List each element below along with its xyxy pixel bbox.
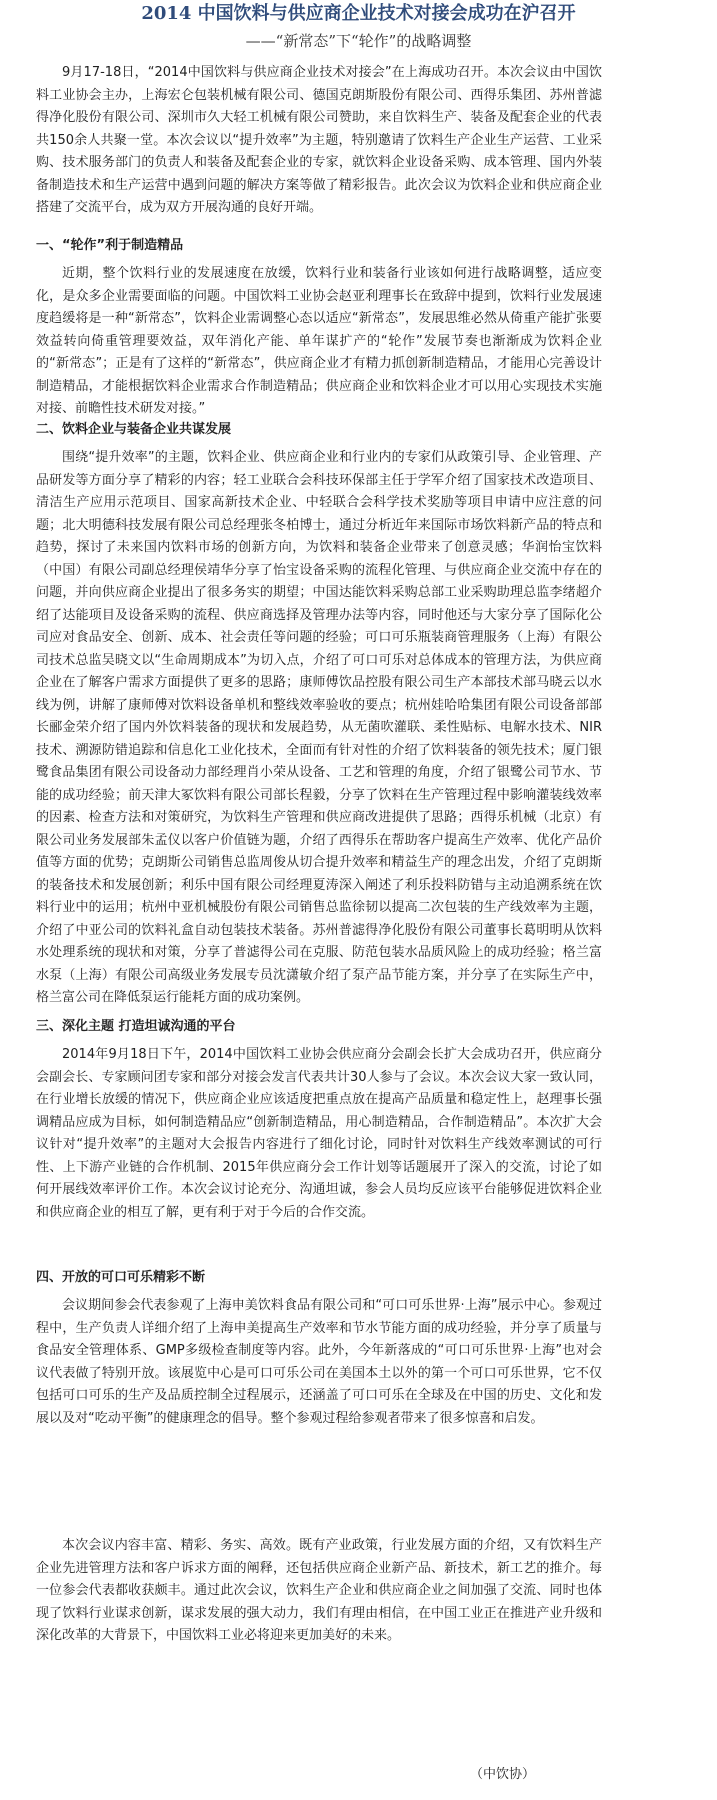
section-heading-3: 三、深化主题 打造坦诚沟通的平台: [36, 1019, 236, 1034]
article-subtitle: ——“新常态”下“轮作”的战略调整: [245, 32, 472, 50]
section-2-paragraph: 围绕“提升效率”的主题，饮料企业、供应商企业和行业内的专家们从政策引导、企业管理、产品研发等方面分享了精彩的内容；轻工业联合会科技环保部主任于学军介绍了国家技术改造项目、清洁生产应用示范项目、国家高新技术企业、中轻联合会科学技术奖励等项目申请中应注意的问题；北大明德科技发展有限公司总经理张冬柏博士，通过分析近年来国际市场饮料新产品的特点和趋势，探讨了未来国内饮料市场的创新方向，为饮料和装备企业带来了创意灵感；华润怡宝饮料（中国）有限公司副总经理侯靖华分享了怡宝设备采购的流程化管理、与供应商企业交流中存在的问题，并向供应商企业提出了很多务实的期望；中国达能饮料采购总部工业采购助理总监李绪超介绍了达能项目及设备采购的流程、供应商选择及管理办法等内容，同时他还与大家分享了国际化公司应对食品安全、创新、成本、社会责任等问题的经验；可口可乐瓶装商管理服务（上海）有限公司技术总监吴晓文以“生命周期成本”为切入点，介绍了可口可乐对总体成本的管理方法，为供应商企业在了解客户需求方面提供了更多的思路；康师傅饮品控股有限公司生产本部技术部马晓云以水线为例，讲解了康师傅对饮料设备单机和整线效率验收的要点；杭州娃哈哈集团有限公司设备部部长郦金荣介绍了国内外饮料装备的现状和发展趋势，从无菌吹灌联、柔性贴标、电解水技术、NIR技术、溯源防错追踪和信息化工业化技术，全面而有针对性的介绍了饮料装备的领先技术；厦门银鹭食品集团有限公司设备动力部经理肖小荣从设备、工艺和管理的角度，介绍了银鹭公司节水、节能的成功经验；前天津大冢饮料有限公司部长程毅，分享了饮料在生产管理过程中影响灌装线效率的因素、检查方法和对策研究，为饮料生产管理和供应商改进提供了思路；西得乐机械（北京）有限公司业务发展部朱孟仪以客户价值链为题，介绍了西得乐在帮助客户提高生产效率、优化产品价值等方面的优势；克朗斯公司销售总监周俊从切合提升效率和精益生产的理念出发，介绍了克朗斯的装备技术和发展创新；利乐中国有限公司经理夏涛深入阐述了利乐投料防错与主动追溯系统在饮料行业中的运用；杭州中亚机械股份有限公司销售总监徐韧以提高二次包装的生产线效率为主题，介绍了中亚公司的饮料礼盒自动包装技术装备。苏州普滤得净化股份有限公司董事长葛明明从饮料水处理系统的现状和对策，分享了普滤得公司在克服、防范包装水品质风险上的成功经验；格兰富水泵（上海）有限公司高级业务发展专员沈潇敏介绍了泵产品节能方案，并分享了在实际生产中，格兰富公司在降低泵运行能耗方面的成功案例。: [36, 450, 602, 1005]
intro-block: [36, 62, 602, 220]
section-1-body: [36, 263, 602, 421]
section-heading-4: 四、开放的可口可乐精彩不断: [36, 1270, 206, 1285]
section-1-paragraph: 近期，整个饮料行业的发展速度在放缓，饮料行业和装备行业该如何进行战略调整，适应变化，是众多企业需要面临的问题。中国饮料工业协会赵亚利理事长在致辞中提到，饮料行业发展速度趋缓将是一种“新常态”，饮料企业需调整心态以适应“新常态”，发展思维必然从倚重产能扩张要效益转向倚重管理要效益，双年消化产能、单年谋扩产的“轮作”发展节奏也渐渐成为饮料企业的“新常态”；正是有了这样的“新常态”，供应商企业才有精力抓创新制造精品，才能用心完善设计制造精品，才能根据饮料企业需求合作制造精品；供应商企业和饮料企业才可以用心实现技术实施对接、前瞻性技术研发对接。”: [36, 266, 602, 416]
section-4-paragraph-1: 会议期间参会代表参观了上海申美饮料食品有限公司和“可口可乐世界·上海”展示中心。参观过程中，生产负责人详细介绍了上海申美提高生产效率和节水节能方面的成功经验，并分享了质量与食品安全管理体系、GMP多级检查制度等内容。此外，今年新落成的“可口可乐世界·上海”也对会议代表做了特别开放。该展览中心是可口可乐公司在美国本土以外的第一个可口可乐世界，它不仅包括可口可乐的生产及品质控制全过程展示，还涵盖了可口可乐在全球及在中国的历史、文化和发展以及对“吃动平衡”的健康理念的倡导。整个参观过程给参观者带来了很多惊喜和启发。: [36, 1298, 602, 1426]
signature: （中饮协）: [470, 1767, 536, 1782]
section-4-body: [36, 1295, 602, 1430]
section-2-body: [36, 447, 602, 1010]
article-title: 2014 中国饮料与供应商企业技术对接会成功在沪召开: [141, 3, 576, 24]
section-3-paragraph: 2014年9月18日下午，2014中国饮料工业协会供应商分会副会长扩大会成功召开，供应商分会副会长、专家顾问团专家和部分对接会发言代表共计30人参与了会议。本次会议大家一致认同，在行业增长放缓的情况下，供应商企业应该适度把重点放在提高产品质量和稳定性上，赵理事长强调精品应成为目标，如何制造精品应“创新制造精品，用心制造精品，合作制造精品”。本次扩大会议针对“提升效率”的主题对大会报告内容进行了细化讨论，同时针对饮料生产线效率测试的可行性、上下游产业链的合作机制、2015年供应商分会工作计划等话题展开了深入的交流，讨论了如何开展线效率评价工作。本次会议讨论充分、沟通坦诚，参会人员均反应该平台能够促进饮料企业和供应商企业的相互了解，更有利于对于今后的合作交流。: [36, 1047, 602, 1220]
section-heading-2: 二、饮料企业与装备企业共谋发展: [36, 422, 232, 437]
section-3-body: [36, 1044, 602, 1224]
conclusion-body: [36, 1535, 602, 1648]
section-4-paragraph-2: 本次会议内容丰富、精彩、务实、高效。既有产业政策，行业发展方面的介绍，又有饮料生产企业先进管理方法和客户诉求方面的阐释，还包括供应商企业新产品、新技术，新工艺的推介。每一位参会代表都收获颇丰。通过此次会议，饮料生产企业和供应商企业之间加强了交流、同时也体现了饮料行业谋求创新，谋求发展的强大动力，我们有理由相信，在中国工业正在推进产业升级和深化改革的大背景下，中国饮料工业必将迎来更加美好的未来。: [36, 1538, 602, 1643]
section-heading-1: 一、“轮作”利于制造精品: [36, 238, 184, 253]
intro-paragraph: 9月17-18日，“2014中国饮料与供应商企业技术对接会”在上海成功召开。本次会议由中国饮料工业协会主办，上海宏仑包装机械有限公司、德国克朗斯股份有限公司、西得乐集团、苏州普滤得净化股份有限公司、深圳市久大轻工机械有限公司赞助，来自饮料生产、装备及配套企业的代表共150余人共聚一堂。本次会议以“提升效率”为主题，特别邀请了饮料生产企业生产运营、工业采购、技术服务部门的负责人和装备及配套企业的专家，就饮料企业设备采购、成本管理、国内外装备制造技术和生产运营中遇到问题的解决方案等做了精彩报告。此次会议为饮料企业和供应商企业搭建了交流平台，成为双方开展沟通的良好开端。: [36, 65, 602, 215]
